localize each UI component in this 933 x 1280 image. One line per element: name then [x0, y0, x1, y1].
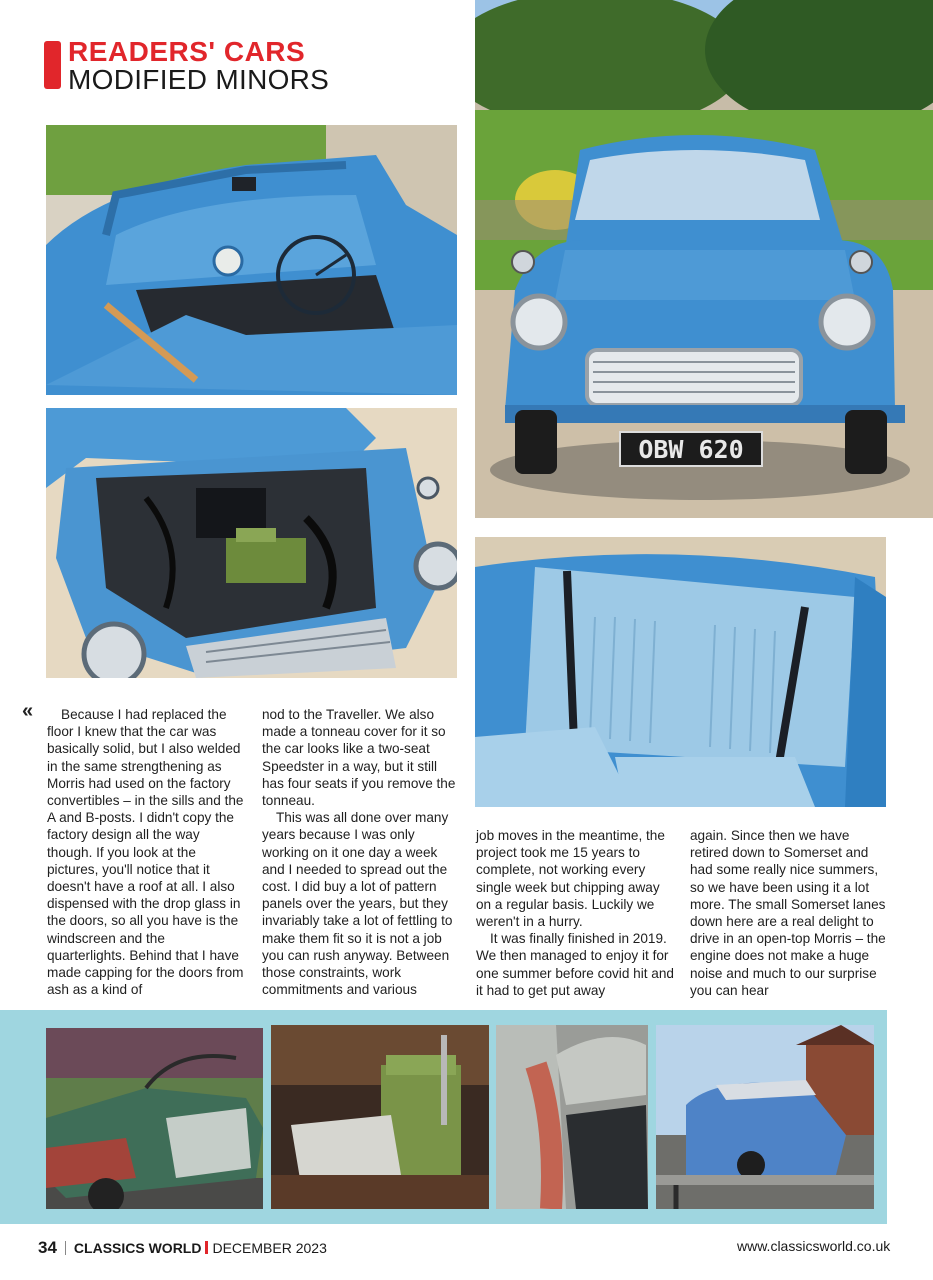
article-paragraph: again. Since then we have retired down to Somerset and had some really nice summers, so we have been using it a lot more. The small Somerset lanes down here are a real delight to drive in an open-top Morris – the engine does not make a huge noise and much to our surprise you can hear — [690, 828, 886, 998]
footer-divider-red — [205, 1241, 208, 1254]
article-paragraph: Because I had replaced the floor I knew that the car was basically solid, but I also welded in the same strengthening as Morris had used on the factory convertibles – in the sills and the A and B-posts. I didn't copy the factory design all the way though. If you look at the pictures, you'll notice that it doesn't have a roof at all. I also dispensed with the drop glass in the doors, so all you have is the windscreen and the quarterlights. Behind that I have made capping for the doors from ash as a kind of — [47, 707, 244, 998]
article-column-4 — [690, 827, 886, 999]
website-link[interactable]: www.classicsworld.co.uk — [737, 1238, 891, 1254]
article-paragraph: It was finally finished in 2019. We then managed to enjoy it for one summer before covid hit and it had to get put away — [476, 931, 674, 998]
article-column-1 — [47, 706, 247, 998]
section-title: READERS' CARS — [68, 36, 306, 67]
article-paragraph: nod to the Traveller. We also made a tonneau cover for it so the car looks like a two-seat Speedster in a way, but it still has four seats if you remove the tonneau. — [262, 707, 456, 809]
footer-divider — [65, 1241, 66, 1255]
photo-front-view — [475, 0, 933, 518]
continuation-icon: « — [22, 700, 34, 722]
article-paragraph: job moves in the meantime, the project took me 15 years to complete, not working every single week but chipping away on a regular basis. Luckily we weren't in a hurry. — [476, 828, 665, 930]
article-subtitle: MODIFIED MINORS — [68, 64, 330, 95]
article-column-2 — [262, 706, 462, 998]
photo-green-shell — [46, 1028, 263, 1209]
photo-car-on-trailer — [656, 1025, 874, 1209]
header-accent-bar — [44, 41, 61, 89]
photo-bare-panel — [496, 1025, 648, 1209]
photo-rear-seat — [475, 537, 886, 807]
footer-left — [38, 1238, 327, 1258]
page-number: 34 — [38, 1238, 57, 1257]
article-column-3 — [476, 827, 676, 999]
photo-engine-bay — [46, 408, 457, 678]
issue-date: DECEMBER 2023 — [212, 1240, 327, 1256]
photo-engine-block — [271, 1025, 489, 1209]
article-paragraph: This was all done over many years because I was only working on it one day a week and I needed to spread out the cost. I did buy a lot of pattern panels over the years, but they invariably take a lot of fettling to make them fit so it is not a job you can rush anyway. Between those constraints, work commitments and various — [262, 810, 453, 998]
magazine-name: CLASSICS WORLD — [73, 1240, 202, 1256]
number-plate: OBW 620 — [638, 435, 744, 464]
photo-interior-dashboard — [46, 125, 457, 395]
